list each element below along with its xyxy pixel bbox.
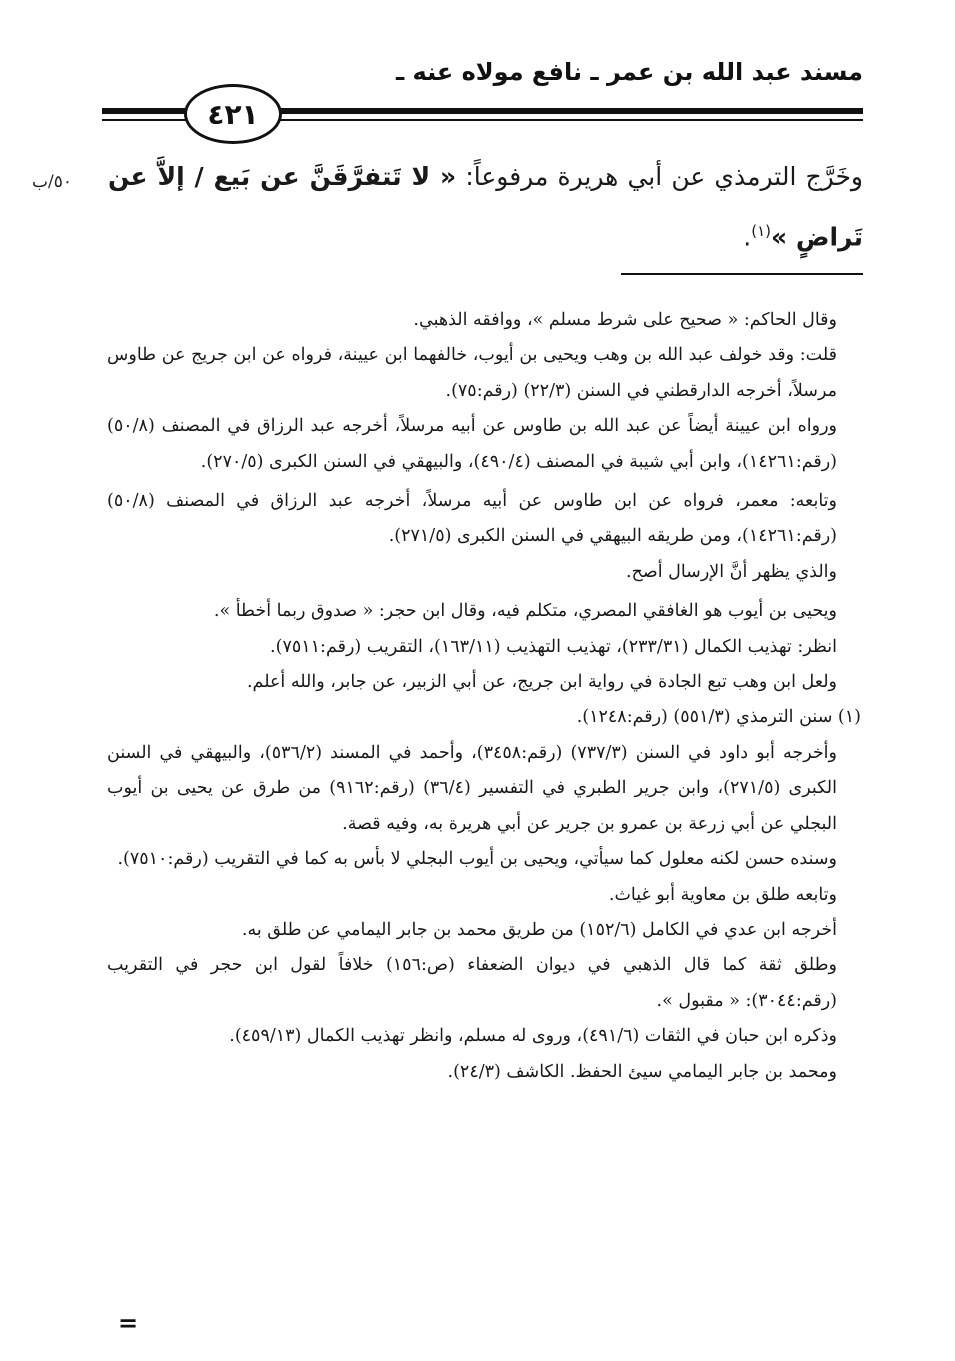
footnote-paragraph: وسنده حسن لكنه معلول كما سيأتي، ويحيى بن أيوب البجلي لا بأس به كما في التقريب (رقم:٧٥١٠). (117, 849, 837, 870)
main-intro: وخَرَّج الترمذي عن أبي هريرة مرفوعاً: (456, 162, 863, 191)
footnote-paragraph: وقال الحاكم: « صحيح على شرط مسلم »، ووافقه الذهبي. (413, 310, 837, 330)
main-end: . (743, 222, 752, 252)
footnote-paragraph: وتابعه طلق بن معاوية أبو غياث. (608, 884, 837, 905)
footnote-paragraph: وأخرجه أبو داود في السنن (٧٣٧/٣) (رقم:٣٤٥٨)، وأحمد في المسند (٥٣٦/٢)، والبيهقي في السنن الكبرى (٢٧١/٥)، وابن جرير الطبري في التفسير (٣٦/٤) (رقم:٩١٦٢) من طرق عن يحيى بن أيوب البجلي عن أبي زرعة بن عمرو بن جرير عن أبي هريرة به، وفيه قصة. (107, 742, 837, 834)
footnotes (107, 303, 861, 1090)
footnote-ref: (١) (751, 222, 771, 240)
footnote-paragraph: وطلق ثقة كما قال الذهبي في ديوان الضعفاء (ص:١٥٦) خلافاً لقول ابن حجر في التقريب (رقم:٣٠٤٤): « مقبول ». (107, 955, 837, 1011)
footnote-paragraph: ويحيى بن أيوب هو الغافقي المصري، متكلم فيه، وقال ابن حجر: « صدوق ربما أخطأ ». (213, 601, 837, 622)
margin-note: ٥٠/ب (32, 172, 72, 192)
footnote-paragraph: والذي يظهر أنَّ الإرسال أصح. (625, 561, 837, 582)
hadith-text: « لا تَتفرَّقَنَّ عن بَيع / إلاَّ عن تَراضٍ » (108, 162, 863, 252)
continuation-mark: = (118, 1308, 139, 1337)
footnote-paragraph: وذكره ابن حبان في الثقات (٤٩١/٦)، وروى له مسلم، وانظر تهذيب الكمال (٤٥٩/١٣). (229, 1026, 837, 1047)
main-text (108, 150, 863, 264)
footnote-paragraph: ولعل ابن وهب تبع الجادة في رواية ابن جريج، عن أبي الزبير، عن جابر، والله أعلم. (246, 672, 837, 693)
footnote-paragraph: قلت: وقد خولف عبد الله بن وهب ويحيى بن أيوب، خالفهما ابن عيينة، فرواه عن ابن جريج عن طاوس مرسلاً، أخرجه الدارقطني في السنن (٢٢/٣) (رقم:٧٥). (107, 345, 837, 401)
footnote-paragraph: ورواه ابن عيينة أيضاً عن عبد الله بن طاوس عن أبيه مرسلاً، أخرجه عبد الرزاق في المصنف (٥٠/٨) (رقم:١٤٢٦١)، وابن أبي شيبة في المصنف (٤٩٠/٤)، والبيهقي في السنن الكبرى (٢٧٠/٥). (107, 416, 837, 472)
running-title: مسند عبد الله بن عمر ـ نافع مولاه عنه ـ (395, 58, 863, 86)
footnote-paragraph: أخرجه ابن عدي في الكامل (١٥٢/٦) من طريق محمد بن جابر اليمامي عن طلق به. (241, 919, 837, 940)
footnote-paragraph: وتابعه: معمر، فرواه عن ابن طاوس عن أبيه مرسلاً، أخرجه عبد الرزاق في المصنف (٥٠/٨) (رقم:١٤٢٦١)، ومن طريقه البيهقي في السنن الكبرى (٢٧١/٥). (107, 491, 837, 547)
footnote-paragraph: ومحمد بن جابر اليمامي سيئ الحفظ. الكاشف (٢٤/٣). (447, 1061, 837, 1082)
footnote-separator (621, 273, 863, 275)
footnote-paragraph: (١) سنن الترمذي (٥٥١/٣) (رقم:١٢٤٨). (576, 707, 861, 728)
page-number: ٤٢١ (184, 84, 282, 144)
footnote-paragraph: انظر: تهذيب الكمال (٢٣٣/٣١)، تهذيب التهذيب (١٦٣/١١)، التقريب (رقم:٧٥١١). (270, 636, 837, 657)
